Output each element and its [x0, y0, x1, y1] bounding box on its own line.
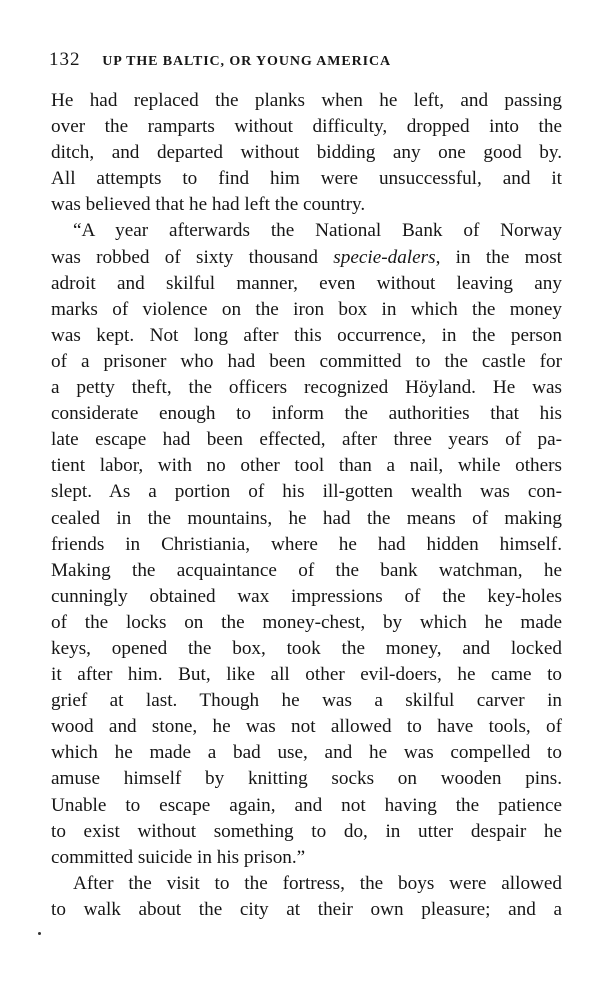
page-header [49, 46, 569, 74]
line-segment: , in the most [435, 246, 562, 268]
text-line: considerate enough to inform the authorities that his [51, 403, 562, 425]
text-line: grief at last. Though he was a skilful carver in [51, 690, 562, 712]
text-line: After the visit to the fortress, the boys were allowed [73, 872, 562, 894]
text-line: ditch, and departed without bidding any one good by. [51, 142, 562, 164]
text-line: to exist without something to do, in utter despair he [51, 820, 562, 842]
text-line: Unable to escape again, and not having the patience [51, 794, 562, 816]
text-line: Making the acquaintance of the bank watchman, he [51, 559, 562, 581]
text-line: late escape had been effected, after three years of pa- [51, 429, 562, 451]
text-line: keys, opened the box, took the money, and locked [51, 637, 562, 659]
text-line: adroit and skilful manner, even without leaving any [51, 272, 562, 294]
page-number: 132 [49, 49, 81, 70]
line-segment: was robbed of sixty thousand [51, 246, 334, 268]
text-line: slept. As a portion of his ill-gotten wealth was con- [51, 481, 562, 503]
text-line: “A year afterwards the National Bank of Norway [73, 220, 562, 242]
body-text [51, 88, 562, 923]
running-title: UP THE BALTIC, OR YOUNG AMERICA [102, 54, 392, 69]
margin-mark [38, 932, 41, 935]
text-line: cealed in the mountains, he had the means of making [51, 507, 562, 529]
text-line: which he made a bad use, and he was compelled to [51, 742, 562, 764]
text-line: committed suicide in his prison.” [51, 846, 306, 868]
text-line: of a prisoner who had been committed to the castle for [51, 350, 562, 372]
text-line: was believed that he had left the country. [51, 194, 366, 216]
text-line: it after him. But, like all other evil-doers, he came to [51, 664, 562, 686]
text-line: friends in Christiania, where he had hidden himself. [51, 533, 562, 555]
text-line: a petty theft, the officers recognized Höyland. He was [51, 377, 562, 399]
text-line: over the ramparts without difficulty, dropped into the [51, 116, 562, 138]
text-line: amuse himself by knitting socks on wooden pins. [51, 768, 562, 790]
text-line: tient labor, with no other tool than a nail, while others [51, 455, 562, 477]
text-line: cunningly obtained wax impressions of the key-holes [51, 585, 562, 607]
text-line: He had replaced the planks when he left, and passing [51, 90, 562, 111]
text-line: All attempts to find him were unsuccessful, and it [51, 168, 562, 190]
text-line: marks of violence on the iron box in which the money [51, 298, 562, 320]
text-line: to walk about the city at their own pleasure; and a [51, 898, 562, 920]
italic-term: specie-dalers [333, 246, 436, 268]
text-line [51, 245, 562, 271]
text-line: wood and stone, he was not allowed to have tools, of [51, 716, 562, 738]
text-line: of the locks on the money-chest, by which he made [51, 611, 562, 633]
text-line: was kept. Not long after this occurrence, in the person [51, 324, 562, 346]
